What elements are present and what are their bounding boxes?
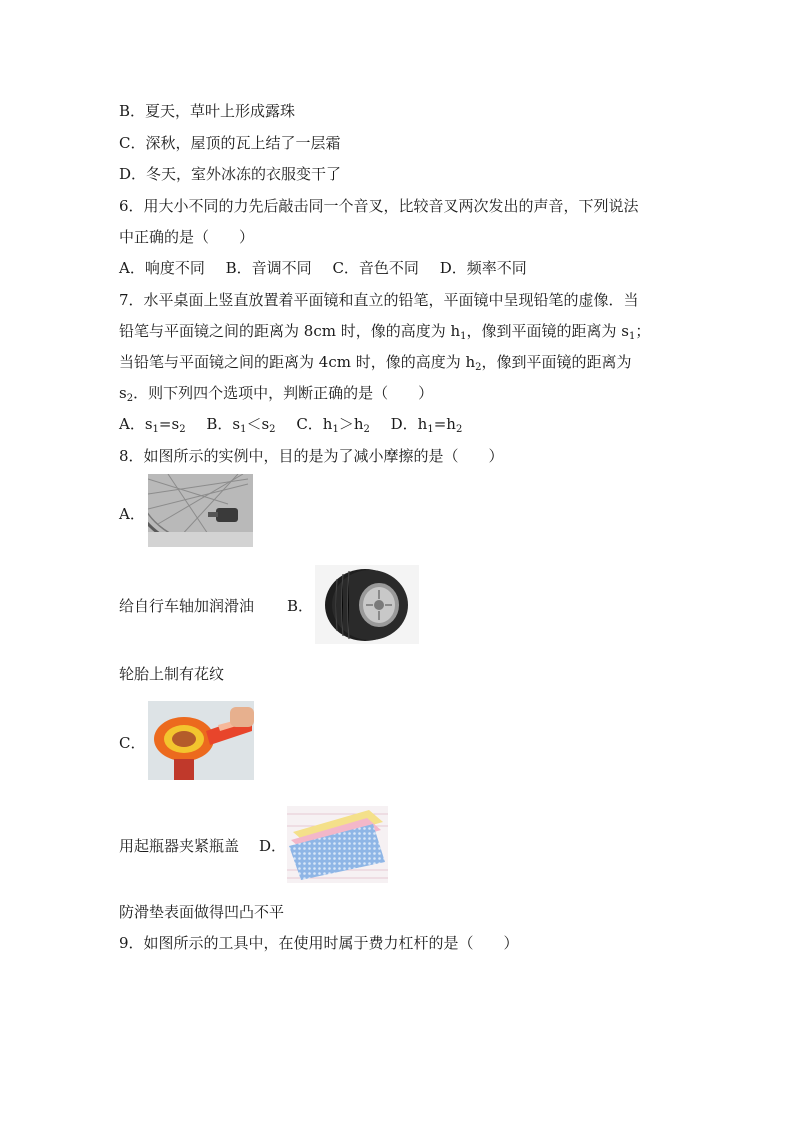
q7-line3: 当铅笔与平面镜之间的距离为 4cm 时，像的高度为 $h_2$，像到平面镜的距离为: [119, 353, 632, 373]
q7-line2: 铅笔与平面镜之间的距离为 8cm 时，像的高度为 $h_1$，像到平面镜的距离为 $s_1$；: [119, 322, 651, 342]
q8-option-c-caption: 用起瓶器夹紧瓶盖: [119, 837, 240, 855]
q6-option-a: A．响度不同: [119, 259, 205, 277]
q8-option-b-label: B．: [287, 597, 314, 615]
q6-stem-line1: 6．用大小不同的力先后敲击同一个音叉，比较音叉两次发出的声音，下列说法: [119, 197, 639, 215]
q8-option-d-caption: 防滑垫表面做得凹凸不平: [119, 903, 285, 921]
q8-option-b-caption: 轮胎上制有花纹: [119, 665, 225, 683]
q6-stem-line2: 中正确的是（ ）: [119, 228, 255, 246]
q7-option-c: C．$h_1>h_2$: [296, 415, 370, 435]
q5-option-d: D．冬天，室外冰冻的衣服变干了: [119, 165, 342, 183]
q6-options: [119, 258, 527, 278]
q8-option-d-label: D．: [259, 837, 287, 855]
q7-line4: $s_2$．则下列四个选项中，判断正确的是（ ）: [119, 384, 434, 404]
q7-option-b: B．$s_1<s_2$: [206, 415, 276, 435]
q8-option-a-label: A．: [119, 505, 145, 523]
q5-option-c: C．深秋，屋顶的瓦上结了一层霜: [119, 134, 341, 152]
q6-option-d: D．频率不同: [439, 259, 527, 277]
q8-option-a-caption: 给自行车轴加润滑油: [119, 597, 255, 615]
anti-slip-mat-image: [287, 806, 388, 883]
q9-stem: 9．如图所示的工具中，在使用时属于费力杠杆的是（ ）: [119, 934, 519, 952]
q7-line1: 7．水平桌面上竖直放置着平面镜和直立的铅笔，平面镜中呈现铅笔的虚像．当: [119, 291, 639, 309]
q8-option-c-label: C．: [119, 734, 146, 752]
q6-option-c: C．音色不同: [332, 259, 419, 277]
q5-option-b: B．夏天，草叶上形成露珠: [119, 102, 296, 120]
bicycle-wheel-image: [148, 474, 253, 547]
tire-image: [315, 565, 419, 644]
q7-option-d: D．$h_1=h_2$: [390, 415, 463, 435]
q8-stem: 8．如图所示的实例中，目的是为了减小摩擦的是（ ）: [119, 447, 504, 465]
q7-options: [119, 414, 462, 434]
q7-option-a: A．$s_1=s_2$: [119, 415, 186, 435]
bottle-opener-image: [148, 701, 254, 780]
q6-option-b: B．音调不同: [225, 259, 312, 277]
